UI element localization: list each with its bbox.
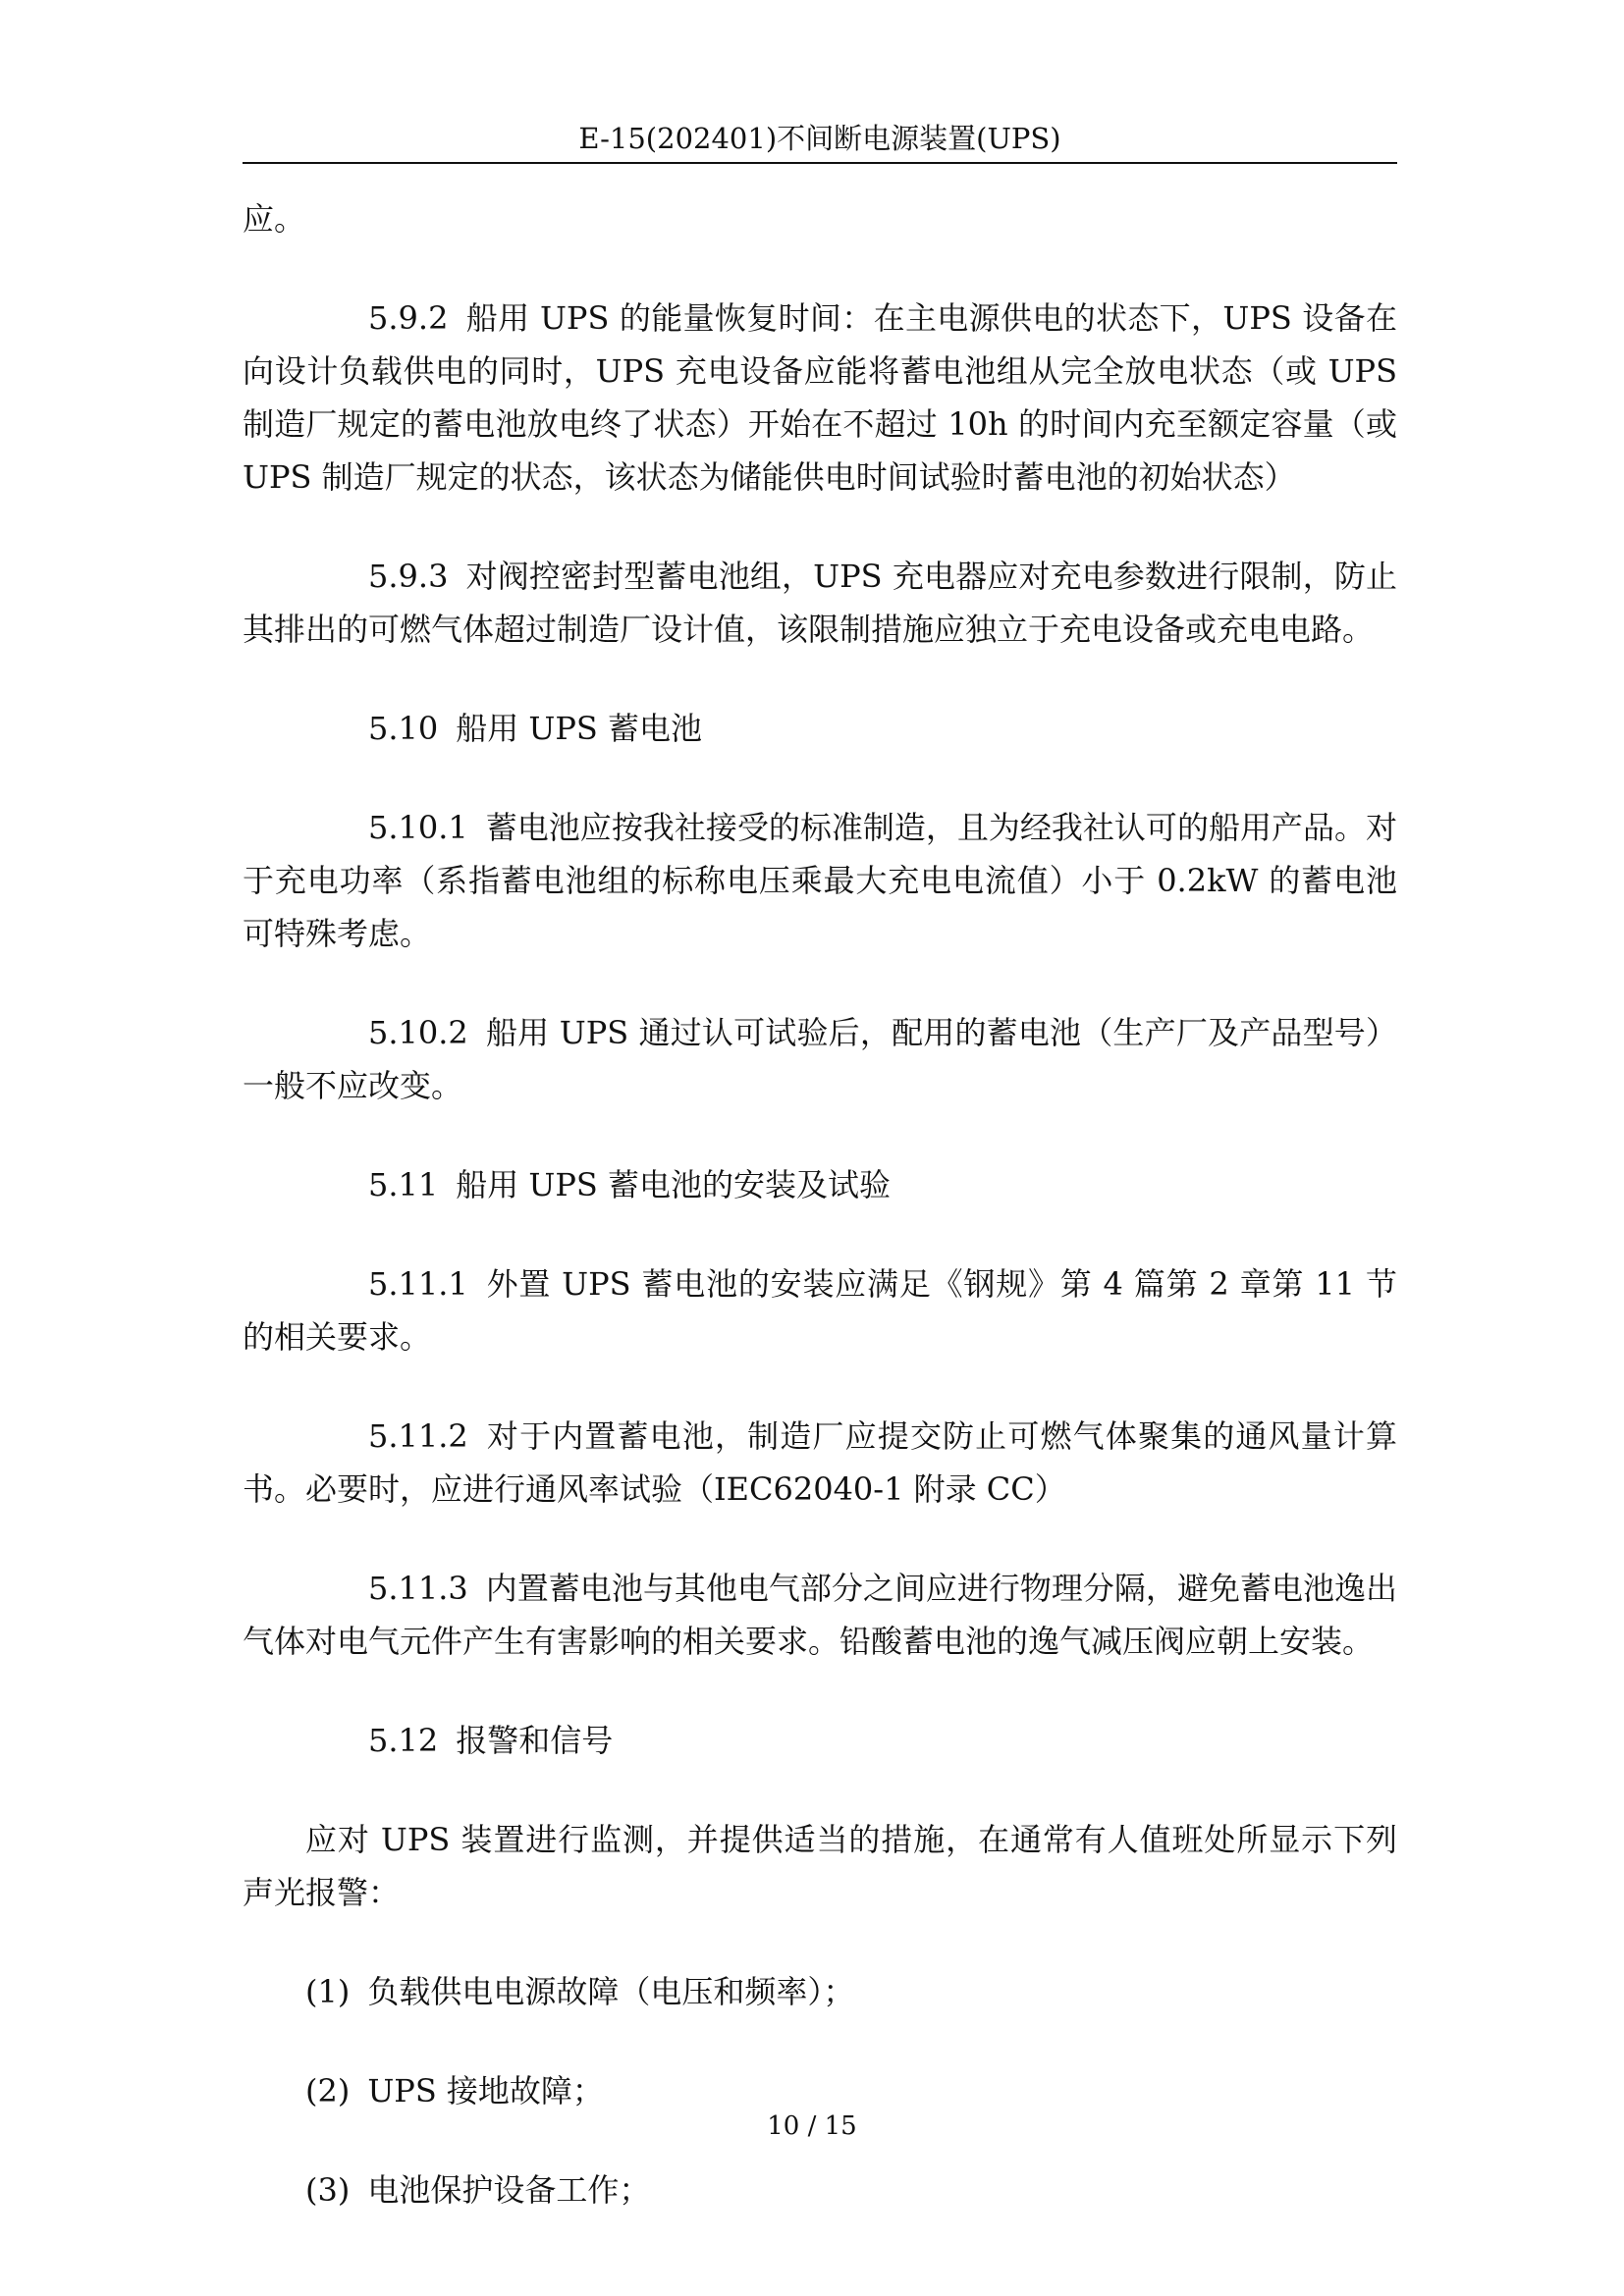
list-item-text: 电池保护设备工作； <box>367 2171 651 2209</box>
document-body <box>243 192 1397 2263</box>
section-number: 5.10.1 <box>368 809 468 846</box>
page-header <box>243 114 1397 164</box>
section-number: 5.11 <box>368 1166 439 1203</box>
section-text: 蓄电池应按我社接受的标准制造，且为经我社认可的船用产品。对于充电功率（系指蓄电池组的标称电压乘最大充电电流值）小于 0.2kW 的蓄电池可特殊考虑。 <box>243 809 1397 952</box>
page-number: 10 / 15 <box>767 2111 857 2141</box>
list-item <box>243 2064 1397 2117</box>
section-number: 5.11.1 <box>368 1265 468 1303</box>
section-5-9-3 <box>243 550 1397 656</box>
section-number: 5.9.2 <box>368 299 449 337</box>
section-text: 对于内置蓄电池，制造厂应提交防止可燃气体聚集的通风量计算书。必要时，应进行通风率试验（IEC62040-1 附录 CC） <box>243 1417 1397 1508</box>
section-5-11-2 <box>243 1410 1397 1516</box>
list-item <box>243 2163 1397 2216</box>
section-5-11-1 <box>243 1257 1397 1363</box>
heading-5-12 <box>243 1714 1397 1767</box>
header-title: E-15(202401)不间断电源装置(UPS) <box>578 122 1061 155</box>
list-item-text: 负载供电电源故障（电压和频率）； <box>367 1973 855 2010</box>
section-5-9-2 <box>243 292 1397 504</box>
continued-paragraph: 应。 <box>243 200 306 238</box>
section-number: 5.11.3 <box>368 1570 468 1607</box>
section-number: 5.11.2 <box>368 1417 468 1455</box>
list-item <box>243 1965 1397 2018</box>
section-number: 5.10 <box>368 710 439 747</box>
section-text: 内置蓄电池与其他电气部分之间应进行物理分隔，避免蓄电池逸出气体对电气元件产生有害影响的相关要求。铅酸蓄电池的逸气减压阀应朝上安装。 <box>243 1570 1397 1660</box>
section-text: 外置 UPS 蓄电池的安装应满足《钢规》第 4 篇第 2 章第 11 节的相关要求。 <box>243 1265 1397 1356</box>
list-item-text: UPS 接地故障； <box>367 2072 604 2109</box>
section-5-11-3 <box>243 1562 1397 1668</box>
section-heading: 船用 UPS 蓄电池 <box>456 710 703 747</box>
alarm-intro-paragraph: 应对 UPS 装置进行监测，并提供适当的措施，在通常有人值班处所显示下列声光报警： <box>243 1821 1397 1911</box>
section-5-10-2 <box>243 1006 1397 1112</box>
heading-5-11 <box>243 1158 1397 1211</box>
section-heading: 船用 UPS 蓄电池的安装及试验 <box>456 1166 892 1203</box>
section-text: 船用 UPS 通过认可试验后，配用的蓄电池（生产厂及产品型号）一般不应改变。 <box>243 1014 1397 1104</box>
section-text: 对阀控密封型蓄电池组，UPS 充电器应对充电参数进行限制，防止其排出的可燃气体超过制造厂设计值，该限制措施应独立于充电设备或充电电路。 <box>243 558 1397 648</box>
heading-5-10 <box>243 702 1397 755</box>
list-item-number: (3) <box>305 2171 351 2209</box>
section-number: 5.9.3 <box>368 558 449 595</box>
section-5-10-1 <box>243 801 1397 960</box>
section-number: 5.12 <box>368 1722 439 1759</box>
list-item-number: (2) <box>305 2072 351 2109</box>
list-item-number: (1) <box>305 1973 351 2010</box>
section-number: 5.10.2 <box>368 1014 468 1051</box>
section-heading: 报警和信号 <box>456 1722 614 1759</box>
section-text: 船用 UPS 的能量恢复时间：在主电源供电的状态下，UPS 设备在向设计负载供电的同时，UPS 充电设备应能将蓄电池组从完全放电状态（或 UPS 制造厂规定的蓄电池放电终了状态）开始在不超过 10h 的时间内充至额定容量（或 UPS 制造厂规定的状态，该状态为储能供电时间试验时蓄电池的初始状态） <box>243 299 1397 496</box>
